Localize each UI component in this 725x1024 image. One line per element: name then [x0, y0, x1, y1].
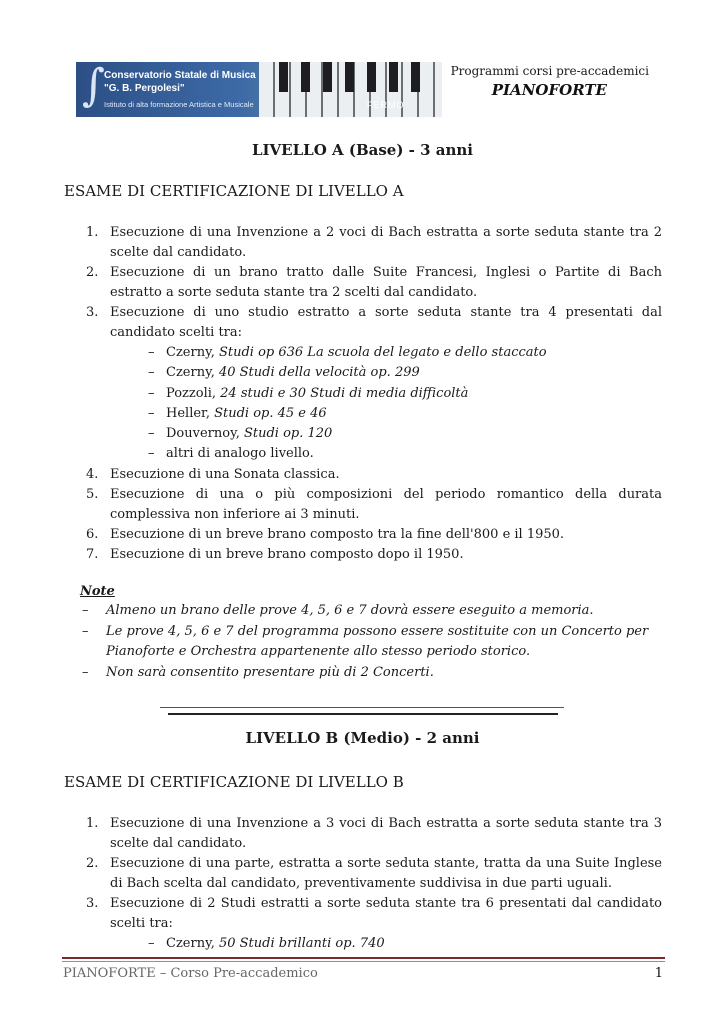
logo-line-3: Istituto di alta formazione Artistica e Musicale	[104, 100, 254, 109]
music-clef-icon: ∫	[82, 62, 105, 111]
section-divider	[168, 713, 558, 715]
list-item: 3. Esecuzione di uno studio estratto a sorte seduta stante tra 4 presentati dal candidato scelti tra: – Czerny, Studi op 636 La scuola del legato e dello staccato – Czerny, 40 Studi della velocità op. 299 – Pozzoli, 24 studi e 30 Studi di media difficoltà – Heller, Studi op. 45 e 46 – Douvernoy, Studi op. 120 – altri di analogo livello.	[110, 303, 662, 465]
footer-text: PIANOFORTE – Corso Pre-accademico	[63, 966, 318, 981]
logo-line-2: "G. B. Pergolesi"	[104, 83, 185, 94]
list-item: 1. Esecuzione di una Invenzione a 3 voci di Bach estratta a sorte seduta stante tra 3 scelte dal candidato.	[86, 816, 662, 851]
note-item: – Almeno un brano delle prove 4, 5, 6 e 7 dovrà essere eseguito a memoria.	[82, 603, 594, 618]
piano-black-keys	[279, 62, 429, 92]
note-item: – Le prove 4, 5, 6 e 7 del programma possono essere sostituite con un Concerto per Pianoforte e Orchestra appartenente allo stesso periodo storico.	[82, 623, 649, 659]
note-item: – Non sarà consentito presentare più di 2 Concerti.	[82, 664, 434, 680]
footer-rule	[62, 957, 665, 959]
list-item: 7. Esecuzione di un breve brano composto dopo il 1950.	[86, 546, 464, 562]
study-item: – Czerny, 50 Studi brillanti op. 740	[148, 936, 385, 951]
list-item: 1. Esecuzione di una Invenzione a 2 voci di Bach estratta a sorte seduta stante tra 2 scelte dal candidato.	[86, 225, 662, 260]
list-item: 4. Esecuzione di una Sonata classica.	[86, 466, 340, 482]
level-b-studies-list	[110, 934, 662, 954]
level-b-exam-title: ESAME DI CERTIFICAZIONE DI LIVELLO B	[64, 773, 404, 791]
level-b-title: LIVELLO B (Medio) - 2 anni	[245, 729, 480, 747]
level-b-requirements	[86, 814, 662, 954]
notes-title: Note	[80, 584, 115, 599]
header-subtitle: Programmi corsi pre-accademici	[450, 64, 649, 78]
logo-line-1: Conservatorio Statale di Musica	[104, 70, 256, 81]
level-a-studies-list	[110, 343, 662, 465]
piano-keys-photo	[259, 62, 442, 117]
study-item: – Heller, Studi op. 45 e 46	[148, 405, 327, 421]
notes-list	[82, 601, 664, 683]
level-a-exam-title: ESAME DI CERTIFICAZIONE DI LIVELLO A	[64, 182, 404, 200]
study-item: – Douvernoy, Studi op. 120	[148, 426, 333, 442]
page-number: 1	[654, 966, 663, 981]
conservatory-logo	[76, 62, 442, 117]
header-title: PIANOFORTE	[491, 81, 607, 99]
list-item: 5. Esecuzione di una o più composizioni del periodo romantico della durata complessiva non inferiore ai 3 minuti.	[86, 486, 662, 522]
list-item: 2. Esecuzione di una parte, estratta a sorte seduta stante, tratta da una Suite Inglese di Bach scelta dal candidato, preventivamente suddivisa in due parti uguali.	[86, 856, 662, 891]
list-item: 2. Esecuzione di un brano tratto dalle Suite Francesi, Inglesi o Partite di Bach estratto a sorte seduta stante tra 2 scelti dal candidato.	[86, 265, 662, 300]
footer-rule	[62, 961, 665, 962]
section-divider	[160, 707, 564, 708]
study-item: – Pozzoli, 24 studi e 30 Studi di media difficoltà	[148, 385, 469, 401]
list-item: 6. Esecuzione di un breve brano composto tra la fine dell'800 e il 1950.	[86, 526, 565, 542]
level-a-title: LIVELLO A (Base) - 3 anni	[251, 141, 473, 159]
study-item: – altri di analogo livello.	[148, 446, 314, 462]
list-item: 3. Esecuzione di 2 Studi estratti a sorte seduta stante tra 6 presentati dal candidato scelti tra: – Czerny, 50 Studi brillanti op. 740	[110, 894, 662, 954]
study-item: – Czerny, 40 Studi della velocità op. 299	[148, 365, 420, 381]
logo-city: FERMO	[367, 100, 405, 110]
level-a-requirements	[86, 223, 662, 565]
study-item: – Czerny, Studi op 636 La scuola del legato e dello staccato	[148, 345, 547, 360]
